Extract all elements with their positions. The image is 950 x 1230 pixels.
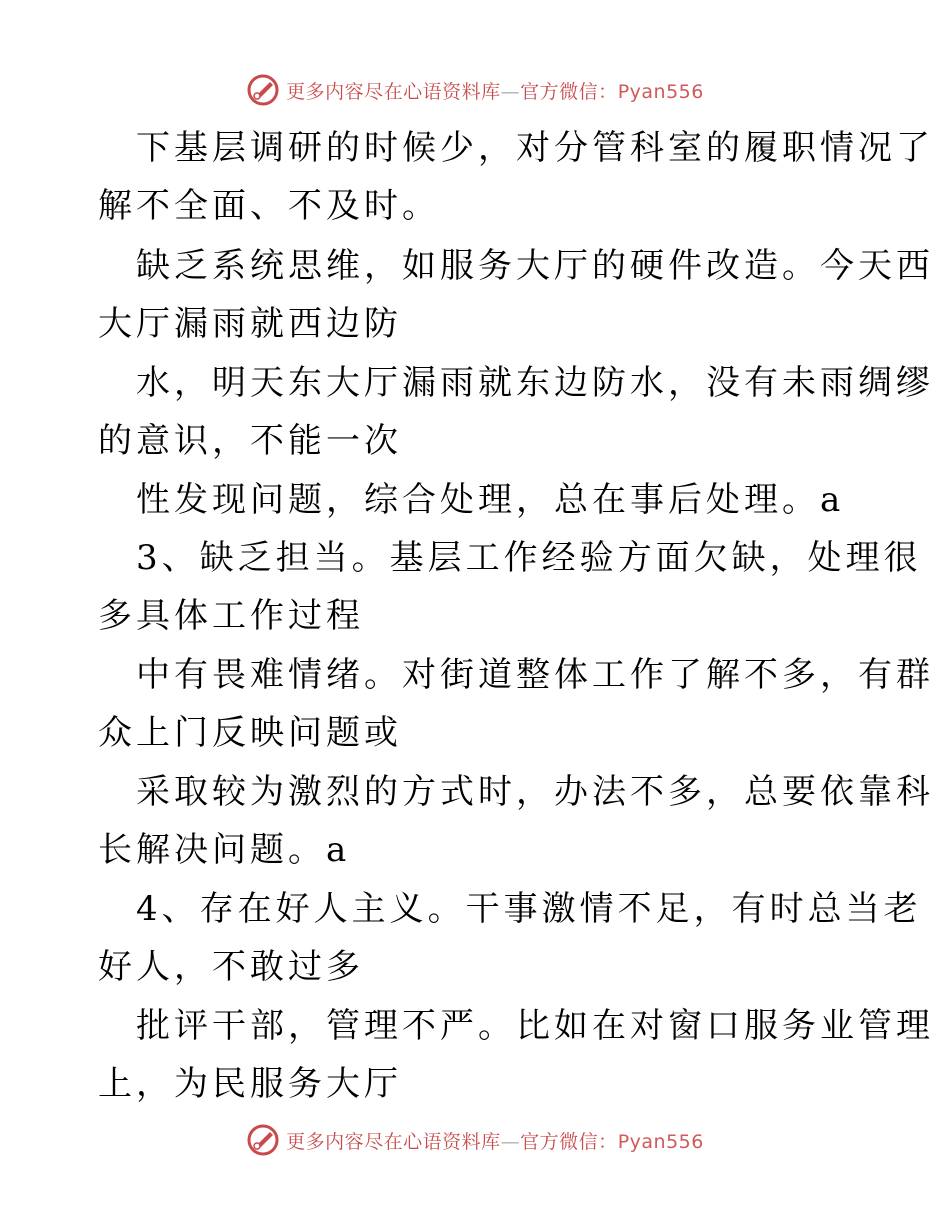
banner-id: Pyan556 bbox=[617, 1130, 704, 1153]
body-line: 下基层调研的时候少，对分管科室的履职情况了 bbox=[136, 128, 934, 168]
body-line: 众上门反映问题或 bbox=[98, 713, 402, 753]
brand-logo-icon bbox=[246, 73, 280, 107]
banner-separator: — bbox=[500, 1130, 521, 1153]
body-line: 好人，不敢过多 bbox=[98, 947, 364, 987]
body-line: 批评干部，管理不严。比如在对窗口服务业管理 bbox=[136, 1006, 934, 1046]
body-line: 4、存在好人主义。干事激情不足，有时总当老 bbox=[136, 889, 922, 929]
body-line: 采取较为激烈的方式时，办法不多，总要依靠科 bbox=[136, 772, 934, 812]
body-line: 的意识，不能一次 bbox=[98, 421, 402, 461]
banner-text bbox=[286, 1127, 704, 1154]
body-line: 性发现问题，综合处理，总在事后处理。a bbox=[136, 480, 845, 520]
body-line: 长解决问题。a bbox=[98, 830, 351, 870]
body-line: 大厅漏雨就西边防 bbox=[98, 304, 402, 344]
body-line: 中有畏难情绪。对街道整体工作了解不多，有群 bbox=[136, 655, 934, 695]
body-line: 解不全面、不及时。 bbox=[98, 186, 440, 226]
banner-label: 官方微信： bbox=[520, 1130, 618, 1153]
header-banner bbox=[0, 70, 950, 110]
body-line: 3、缺乏担当。基层工作经验方面欠缺，处理很 bbox=[136, 538, 922, 578]
banner-id: Pyan556 bbox=[617, 80, 704, 103]
banner-brand: 更多内容尽在心语资料库 bbox=[286, 1130, 501, 1153]
banner-text bbox=[286, 77, 704, 104]
banner-label: 官方微信： bbox=[520, 80, 618, 103]
brand-logo-icon bbox=[246, 1123, 280, 1157]
body-line: 上，为民服务大厅 bbox=[98, 1064, 402, 1104]
footer-banner bbox=[0, 1120, 950, 1160]
body-line: 水，明天东大厅漏雨就东边防水，没有未雨绸缪 bbox=[136, 363, 934, 403]
banner-separator: — bbox=[500, 80, 521, 103]
body-line: 缺乏系统思维，如服务大厅的硬件改造。今天西 bbox=[136, 246, 934, 286]
body-line: 多具体工作过程 bbox=[98, 596, 364, 636]
banner-brand: 更多内容尽在心语资料库 bbox=[286, 80, 501, 103]
